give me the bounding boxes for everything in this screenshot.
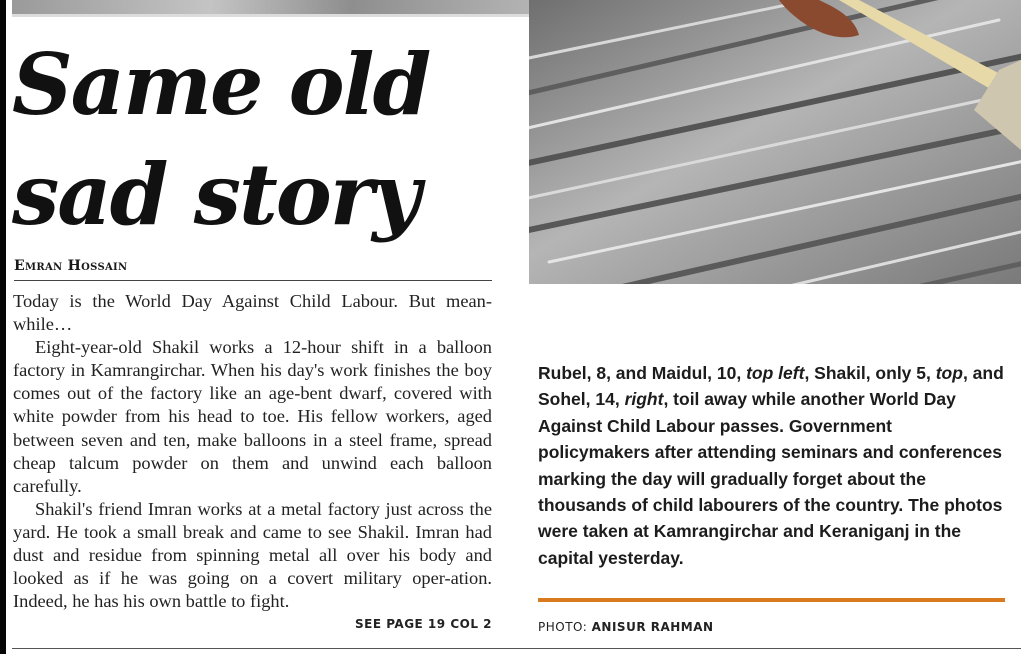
rope-photo xyxy=(529,0,1021,284)
body-paragraph-2: Eight-year-old Shakil works a 12-hour shift in a balloon factory in Kamrangirchar. When his day's work finishes the boy comes out of the factory like an age-bent dwarf, covered with white powder from his head to toe. His fellow workers, aged between seven and ten, make balloons in a steel frame, spread cheap talcum powder on them and unwind each balloon carefully. xyxy=(13,337,492,496)
photo-caption xyxy=(538,360,1008,571)
caption-emphasis-2: top xyxy=(935,363,963,383)
caption-text-2: , Shakil, only 5, xyxy=(804,363,936,383)
article-body xyxy=(13,290,492,613)
top-photo-strip xyxy=(12,0,578,17)
caption-emphasis-1: top left xyxy=(746,363,805,383)
headline-line-2: sad story xyxy=(12,145,419,244)
rope-photo-illustration xyxy=(529,0,1021,284)
headline-line-1: Same old xyxy=(12,35,430,134)
continuation-link[interactable]: SEE PAGE 19 COL 2 xyxy=(355,617,492,631)
caption-text-3: , and Sohel, 14, xyxy=(538,363,1004,410)
byline: Emran Hossain xyxy=(14,258,492,281)
bottom-rule xyxy=(12,648,1021,649)
photo-credit xyxy=(538,620,714,634)
caption-emphasis-3: right xyxy=(624,389,664,410)
caption-divider xyxy=(538,598,1005,602)
caption-text-1: Rubel, 8, and Maidul, 10, xyxy=(538,363,747,383)
photo-credit-label: PHOTO: xyxy=(538,620,592,634)
photo-credit-name: ANISUR RAHMAN xyxy=(591,620,714,634)
headline xyxy=(12,30,512,250)
caption-text-4: , toil away while another World Day Against Child Labour passes. Government policymakers after attending seminars and conferences marking the day will gradually forget about the thousands of child labourers of the country. The photos were taken at Kamrangirchar and Keraniganj in the capital yesterday. xyxy=(538,389,1003,568)
body-paragraph-3: Shakil's friend Imran works at a metal factory just across the yard. He took a small break and came to see Shakil. Imran had dust and residue from spinning metal all over his body and looked as if he was going on a covert military oper-ation. Indeed, he has his own battle to fight. xyxy=(13,498,492,612)
body-paragraph-1: Today is the World Day Against Child Labour. But mean-while… xyxy=(13,291,492,335)
left-margin-bar xyxy=(0,0,6,654)
